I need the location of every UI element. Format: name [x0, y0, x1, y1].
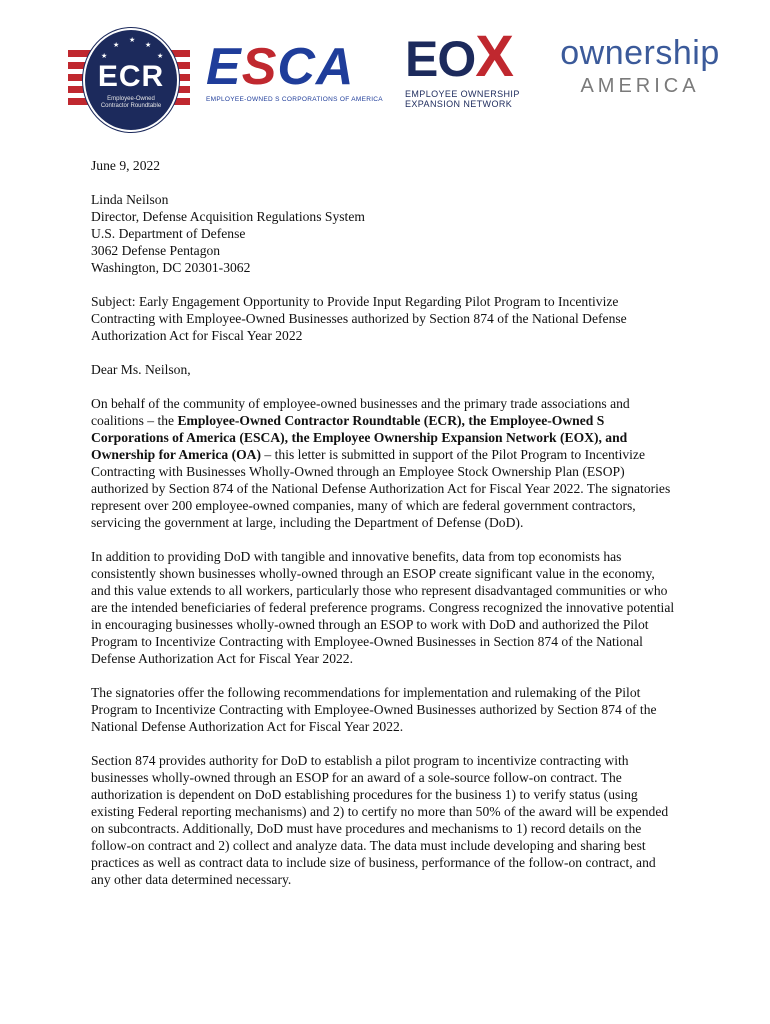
star-icon: ★ — [129, 36, 136, 44]
address-line: Washington, DC 20301-3062 — [91, 260, 251, 275]
address-line: U.S. Department of Defense — [91, 226, 246, 241]
ecr-logo-text: ECR — [97, 60, 165, 93]
ownership-america-logo — [545, 34, 735, 106]
esca-logo-subtitle: EMPLOYEE-OWNED S CORPORATIONS OF AMERICA — [206, 96, 383, 103]
paragraph-1: On behalf of the community of employee-owned businesses and the primary trade associations and coalitions – the Employee-Owned Contractor Roundtable (ECR), the Employee-Owned S Corporations of America (ESCA), the Employee Ownership Expansion Network (EOX), and Ownership for America (OA) – this letter is submitted in support of the Pilot Program to Incentivize Contracting with Businesses Wholly-Owned through an Employee Stock Ownership Plan (ESOP) authorized by Section 874 of the National Defense Authorization Act for Fiscal Year 2022. The signatories represent over 200 employee-owned companies, many of which are federal government contractors, servicing the government at large, including the Department of Defense (DoD). — [91, 396, 671, 530]
subject-line: Subject: Early Engagement Opportunity to Provide Input Regarding Pilot Program to Incentivize Contracting with Employee-Owned Businesses authorized by Section 874 of the National Defense Authorization Act for Fiscal Year 2022 — [91, 294, 627, 343]
esca-logo — [206, 38, 398, 106]
ecr-seal — [83, 28, 179, 132]
star-icon: ★ — [101, 52, 108, 60]
star-icon: ★ — [113, 41, 120, 49]
eox-logo — [405, 24, 533, 112]
ecr-logo-subtitle: Employee-Owned Contractor Roundtable — [100, 96, 162, 109]
organizations-bold: Employee-Owned Contractor Roundtable (ECR), the Employee-Owned S Corporations of America (ESCA), the Employee Ownership Expansion Network (EOX), and Ownership for America (OA) — [91, 413, 628, 462]
oa-logo-subtitle: AMERICA — [580, 75, 700, 97]
letter-body — [91, 157, 676, 888]
paragraph-2: In addition to providing DoD with tangible and innovative benefits, data from top economists has consistently shown businesses wholly-owned through an ESOP create significant value in the economy, and this value extends to all workers, particularly those who represent disadvantaged communities or who are the intended beneficiaries of federal preference programs. Congress recognized the innovative potential in encouraging businesses wholly-owned through an ESOP to work with DoD and authorized the Pilot Program to Incentivize Contracting with Employee-Owned Businesses in Section 874 of the National Defense Authorization Act for Fiscal Year 2022. — [91, 549, 675, 666]
ecr-logo — [68, 28, 190, 128]
eox-logo-text: EOX — [405, 24, 513, 89]
address-line: Director, Defense Acquisition Regulations System — [91, 209, 365, 224]
address-line: 3062 Defense Pentagon — [91, 243, 221, 258]
star-icon: ★ — [157, 52, 164, 60]
salutation: Dear Ms. Neilson, — [91, 362, 191, 377]
oa-logo-text: ownership — [560, 34, 720, 72]
eox-logo-subtitle: EMPLOYEE OWNERSHIP EXPANSION NETWORK — [405, 89, 520, 109]
letter-date: June 9, 2022 — [91, 158, 161, 173]
letterhead — [0, 0, 770, 140]
recipient-address — [91, 191, 676, 276]
star-icon: ★ — [145, 41, 152, 49]
esca-logo-text: ESCA — [206, 38, 355, 96]
paragraph-3: The signatories offer the following recommendations for implementation and rulemaking of the Pilot Program to Incentivize Contracting with Employee-Owned Businesses authorized by Section 874 of the National Defense Authorization Act for Fiscal Year 2022. — [91, 685, 657, 734]
address-line: Linda Neilson — [91, 192, 169, 207]
paragraph-4: Section 874 provides authority for DoD to establish a pilot program to incentivize contracting with businesses wholly-owned through an ESOP for an award of a sole-source follow-on contract. The authorization is dependent on DoD establishing procedures for the business 1) to verify status (using existing Federal reporting mechanisms) and 2) to certify no more than 50% of the award will be expended on subcontracts. Additionally, DoD must have procedures and mechanisms to 1) record details on the follow-on contract and 2) collect and analyze data. The data must include developing and sharing best practices as well as contract data to include size of business, performance of the follow-on contract, and any other data determined necessary. — [91, 753, 669, 887]
